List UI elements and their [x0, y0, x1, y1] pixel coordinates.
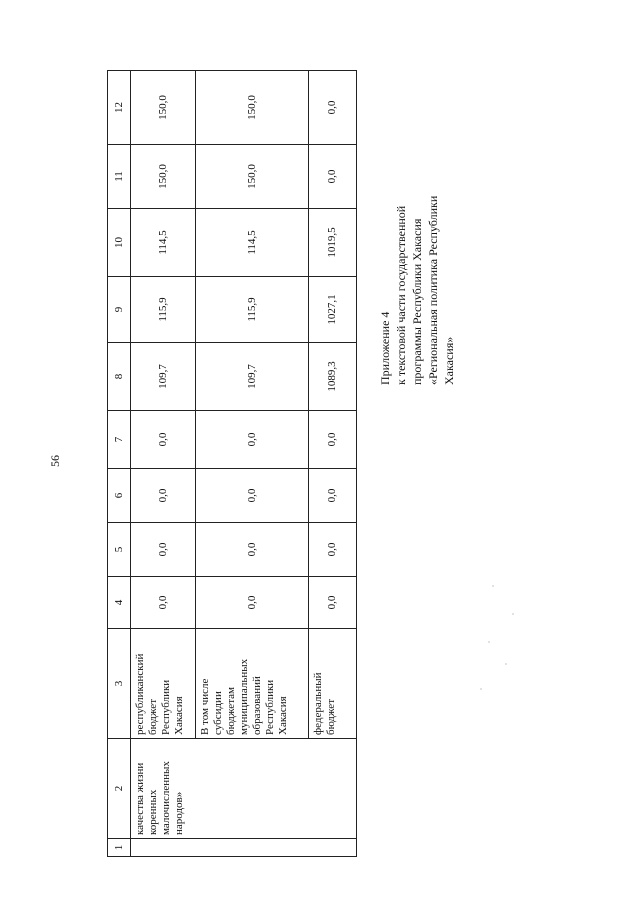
program-label-line: качества жизни [134, 762, 146, 835]
header-cell: 1 [108, 839, 131, 857]
header-cell: 11 [108, 145, 131, 209]
source-label-cell [131, 629, 196, 739]
value-cell: 150,0 [196, 145, 309, 209]
source-label-line: субсидии [212, 691, 224, 735]
source-label-line: бюджет [325, 699, 337, 735]
value-cell: 0,0 [196, 411, 309, 469]
source-label-line: Хакасия [173, 696, 185, 735]
header-cell: 2 [108, 739, 131, 839]
scan-speck [488, 641, 490, 643]
col1-cell [131, 839, 357, 857]
header-cell: 6 [108, 469, 131, 523]
value-cell: 0,0 [309, 145, 357, 209]
value-cell: 1019,5 [309, 209, 357, 277]
value-cell: 109,7 [196, 343, 309, 411]
value-cell: 0,0 [309, 411, 357, 469]
value-cell: 115,9 [131, 277, 196, 343]
source-label-line: Республики [264, 679, 276, 735]
scan-speck [512, 613, 514, 615]
source-label-line: федеральный [312, 672, 324, 735]
source-label-line: республиканский [134, 653, 146, 735]
value-cell: 150,0 [131, 145, 196, 209]
value-cell: 0,0 [309, 577, 357, 629]
source-label-line: бюджетам [225, 687, 237, 735]
source-label-line: В том числе [199, 678, 211, 735]
appendix-note [377, 165, 457, 385]
source-label-line: муниципальных [238, 658, 250, 735]
header-cell: 9 [108, 277, 131, 343]
header-cell: 3 [108, 629, 131, 739]
scan-speck [480, 688, 482, 690]
appendix-line: программы Республики Хакасия [410, 218, 424, 385]
appendix-line: к текстовой части государственной [394, 205, 408, 385]
value-cell: 150,0 [196, 71, 309, 145]
program-label-line: народов» [173, 791, 185, 835]
value-cell: 0,0 [131, 523, 196, 577]
value-cell: 109,7 [131, 343, 196, 411]
value-cell: 0,0 [309, 523, 357, 577]
value-cell: 114,5 [131, 209, 196, 277]
value-cell: 115,9 [196, 277, 309, 343]
header-cell: 7 [108, 411, 131, 469]
program-label-line: коренных [147, 789, 159, 835]
source-label-cell [196, 629, 309, 739]
header-cell: 10 [108, 209, 131, 277]
scan-speck [505, 663, 507, 665]
value-cell: 0,0 [131, 577, 196, 629]
value-cell: 0,0 [131, 411, 196, 469]
value-cell: 0,0 [196, 469, 309, 523]
source-label-cell [309, 629, 357, 739]
program-label-line: малочисленных [160, 761, 172, 835]
value-cell: 114,5 [196, 209, 309, 277]
appendix-line: «Региональная политика Республики [426, 195, 440, 385]
scan-speck [492, 585, 494, 587]
value-cell: 0,0 [196, 523, 309, 577]
value-cell: 0,0 [309, 71, 357, 145]
budget-table [107, 70, 357, 857]
source-label-line: Хакасия [277, 696, 289, 735]
value-cell: 0,0 [309, 469, 357, 523]
value-cell: 150,0 [131, 71, 196, 145]
header-cell: 8 [108, 343, 131, 411]
appendix-line: Приложение 4 [378, 311, 392, 385]
value-cell: 1027,1 [309, 277, 357, 343]
value-cell: 1089,3 [309, 343, 357, 411]
value-cell: 0,0 [131, 469, 196, 523]
header-row [108, 71, 131, 857]
table-row [131, 71, 196, 857]
source-label-line: бюджет [147, 699, 159, 735]
header-cell: 4 [108, 577, 131, 629]
source-label-line: образований [251, 676, 263, 735]
program-label-cell [131, 739, 357, 839]
appendix-line: Хакасия» [442, 336, 456, 385]
header-cell: 12 [108, 71, 131, 145]
page-number: 56 [48, 455, 62, 467]
source-label-line: Республики [160, 679, 172, 735]
value-cell: 0,0 [196, 577, 309, 629]
header-cell: 5 [108, 523, 131, 577]
